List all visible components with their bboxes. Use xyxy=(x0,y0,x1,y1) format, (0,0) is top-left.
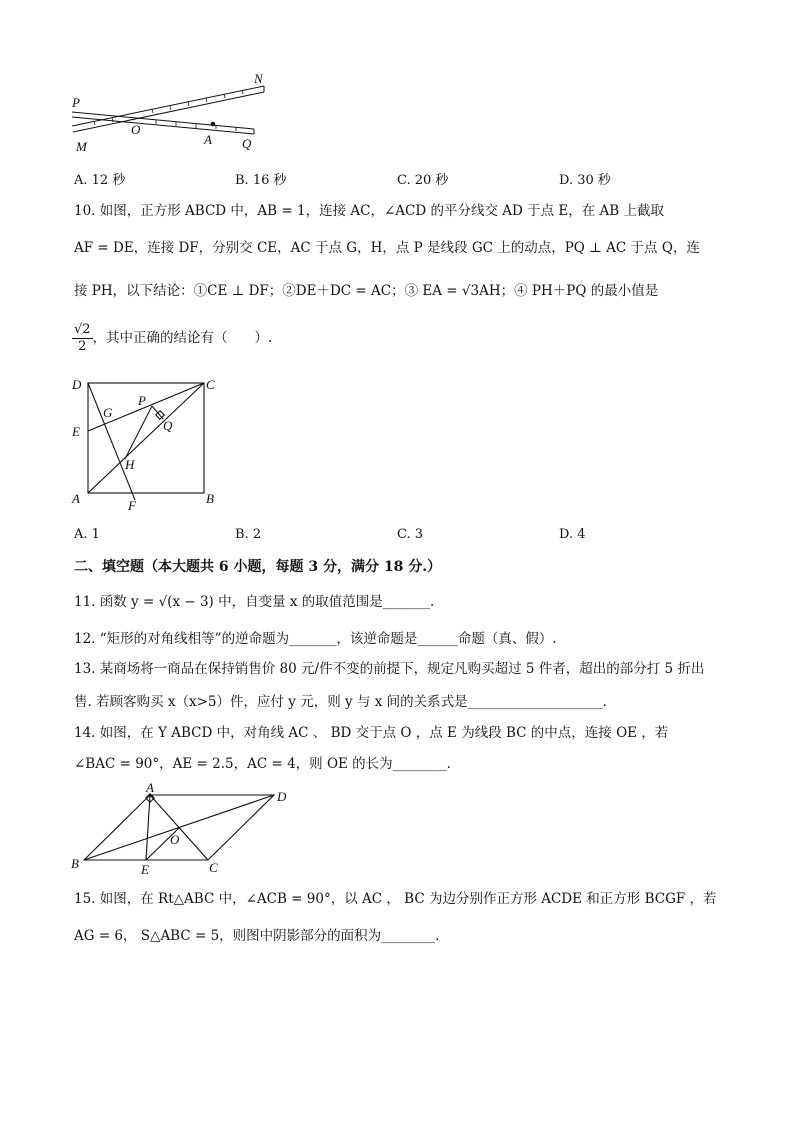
q9-option-a: A. 12 秒 xyxy=(74,173,126,188)
q10-option-b: B. 2 xyxy=(235,527,262,542)
label-o: O xyxy=(131,122,141,137)
segment-df xyxy=(88,383,135,500)
label-b: B xyxy=(71,856,79,871)
q15-line-1: 15. 如图，在 Rt△ABC 中，∠ACB = 90°，以 AC ， BC 为边分别作正方形 ACDE 和正方形 BCGF ，若 xyxy=(74,891,717,907)
label-h: H xyxy=(125,457,135,472)
label-m: M xyxy=(76,139,87,154)
q10-option-a: A. 1 xyxy=(74,527,100,542)
q10-option-c: C. 3 xyxy=(397,527,424,542)
label-b: B xyxy=(206,491,214,506)
q9-option-b: B. 16 秒 xyxy=(235,173,287,188)
label-q: Q xyxy=(163,418,173,433)
parallelogram-figure xyxy=(66,780,302,876)
point-a xyxy=(211,122,216,127)
diagonal-bd xyxy=(84,795,274,860)
label-f: F xyxy=(128,498,136,513)
q15-line-2: AG = 6， S△ABC = 5，则图中阴影部分的面积为________. xyxy=(74,928,440,944)
label-d: D xyxy=(277,789,287,804)
label-a: A xyxy=(204,132,212,147)
q12: 12. “矩形的对角线相等”的逆命题为_______，该逆命题是______命题（真、假）. xyxy=(74,631,557,647)
ruler-on xyxy=(72,86,264,132)
q14-line-1: 14. 如图，在 Y ABCD 中，对角线 AC 、 BD 交于点 O ，点 E 为线段 BC 的中点，连接 OE ，若 xyxy=(74,725,669,741)
label-e: E xyxy=(72,424,80,439)
label-g: G xyxy=(103,405,113,420)
q10-line-3: 接 PH，以下结论：①CE ⊥ DF；②DE＋DC = AC；③ EA = √3AH；④ PH＋PQ 的最小值是 xyxy=(74,283,659,299)
label-o: O xyxy=(170,832,180,847)
label-d: D xyxy=(72,377,82,392)
segment-ae xyxy=(146,795,150,860)
label-a: A xyxy=(72,491,80,506)
ruler-figure xyxy=(66,66,276,158)
q10-line-2: AF = DE，连接 DF，分别交 CE，AC 于点 G，H，点 P 是线段 GC 上的动点，PQ ⊥ AC 于点 Q，连 xyxy=(74,240,700,256)
label-p: P xyxy=(138,393,146,408)
q10-fraction: $\frac{√2}{2}$ xyxy=(74,322,91,354)
q9-option-c: C. 20 秒 xyxy=(397,173,449,188)
label-p: P xyxy=(72,95,80,110)
label-a: A xyxy=(146,780,154,795)
square-figure xyxy=(68,372,228,514)
label-c: C xyxy=(206,377,215,392)
q10-option-d: D. 4 xyxy=(559,527,586,542)
q14-line-2: ∠BAC = 90°，AE = 2.5，AC = 4，则 OE 的长为________. xyxy=(74,756,451,772)
label-c: C xyxy=(209,860,218,875)
q11: 11. 函数 y = √(x − 3) 中，自变量 x 的取值范围是_______. xyxy=(74,594,435,610)
diagonal-ac xyxy=(88,383,204,493)
q10-line-1: 10. 如图，正方形 ABCD 中，AB = 1，连接 AC，∠ACD 的平分线交 AD 于点 E，在 AB 上截取 xyxy=(74,203,664,219)
q9-option-d: D. 30 秒 xyxy=(559,173,611,188)
section-2-heading: 二、填空题（本大题共 6 小题，每题 3 分，满分 18 分.） xyxy=(74,559,442,575)
q10-line-4: $\frac{√2}{2}$ ，其中正确的结论有（ ）. xyxy=(74,322,273,354)
label-q: Q xyxy=(242,136,252,151)
label-n: N xyxy=(254,71,263,86)
ruler-pq xyxy=(72,112,254,134)
q13-line-2: 售. 若顾客购买 x（x>5）件，应付 y 元，则 y 与 x 间的关系式是____________________. xyxy=(74,694,607,710)
q13-line-1: 13. 某商场将一商品在保持销售价 80 元/件不变的前提下，规定凡购买超过 5 件者，超出的部分打 5 折出 xyxy=(74,661,705,677)
label-e: E xyxy=(141,862,149,876)
